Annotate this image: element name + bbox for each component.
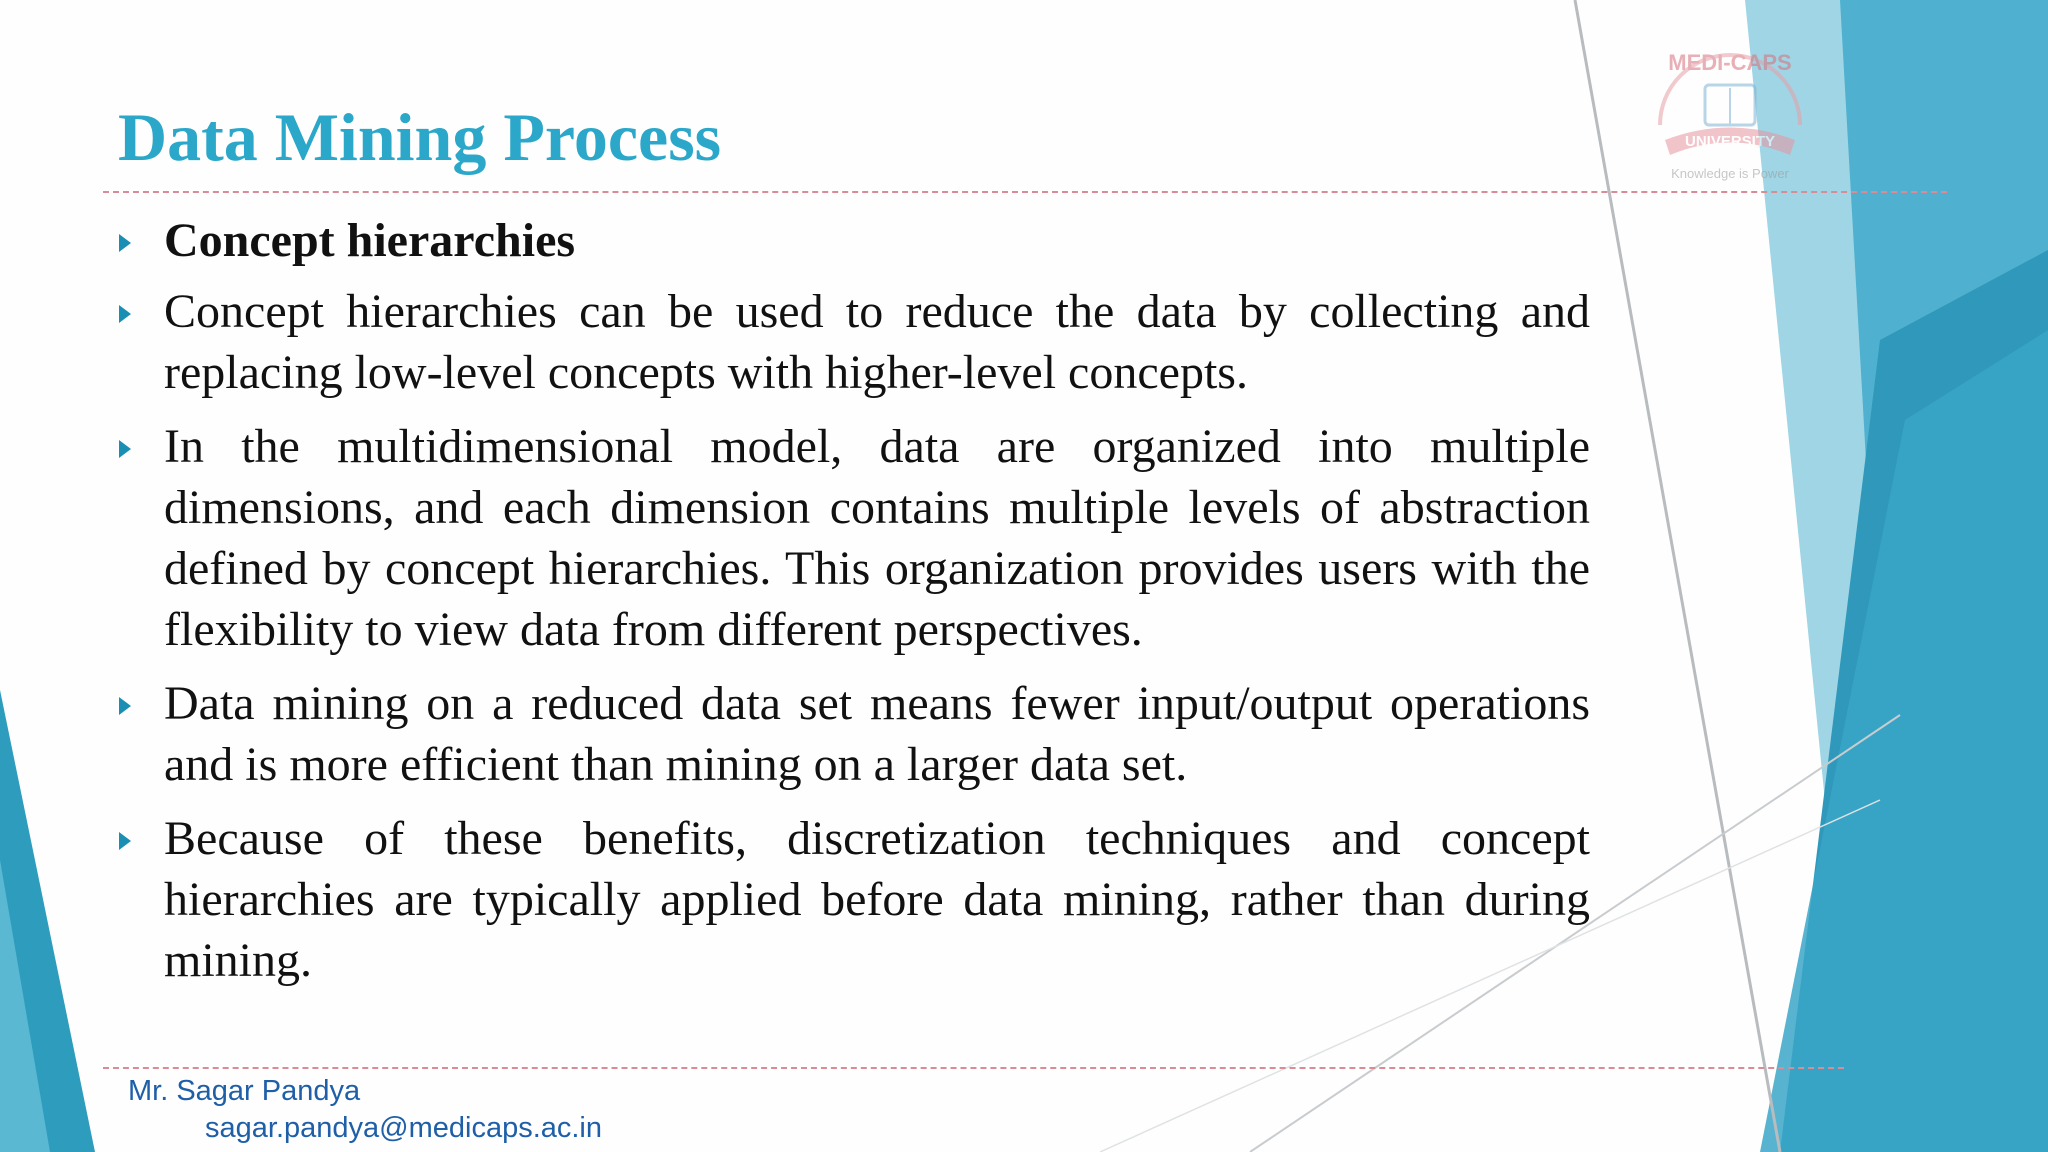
- footer-author: Mr. Sagar Pandya: [128, 1075, 361, 1107]
- bullet-text: Data mining on a reduced data set means fewer input/output operations and is more efficient than mining on a larger data set.: [164, 677, 1590, 791]
- bullet-item: [118, 281, 1590, 403]
- bullet-arrow-icon: [119, 832, 131, 850]
- footer-divider: [103, 1067, 1844, 1069]
- footer-email: sagar.pandya@medicaps.ac.in: [205, 1112, 603, 1144]
- bullet-arrow-icon: [119, 440, 131, 458]
- bullet-text: Because of these benefits, discretization techniques and concept hierarchies are typically applied before data mining, rather than during mining.: [164, 812, 1590, 987]
- slide-title: Data Mining Process: [118, 99, 722, 175]
- logo-name-text: MEDI-CAPS: [1668, 50, 1792, 75]
- bullet-arrow-icon: [119, 305, 131, 323]
- bullet-item: [118, 210, 1590, 271]
- bullet-item: [118, 808, 1590, 991]
- bullet-item: [118, 416, 1590, 660]
- bullet-arrow-icon: [119, 697, 131, 715]
- bullet-list: [118, 210, 1590, 1004]
- bullet-item: [118, 673, 1590, 795]
- bullet-text: Concept hierarchies: [164, 214, 576, 267]
- university-logo: [1620, 30, 1840, 190]
- bullet-arrow-icon: [119, 234, 131, 252]
- bullet-text: In the multidimensional model, data are organized into multiple dimensions, and each dimension contains multiple levels of abstraction defined by concept hierarchies. This organization provides users with the flexibility to view data from different perspectives.: [164, 420, 1590, 656]
- logo-tagline-text: Knowledge is Power: [1671, 166, 1789, 181]
- title-divider: [103, 191, 1947, 193]
- bullet-text: Concept hierarchies can be used to reduce the data by collecting and replacing low-level concepts with higher-level concepts.: [164, 285, 1590, 399]
- logo-ribbon-text: UNIVERSITY: [1684, 133, 1776, 150]
